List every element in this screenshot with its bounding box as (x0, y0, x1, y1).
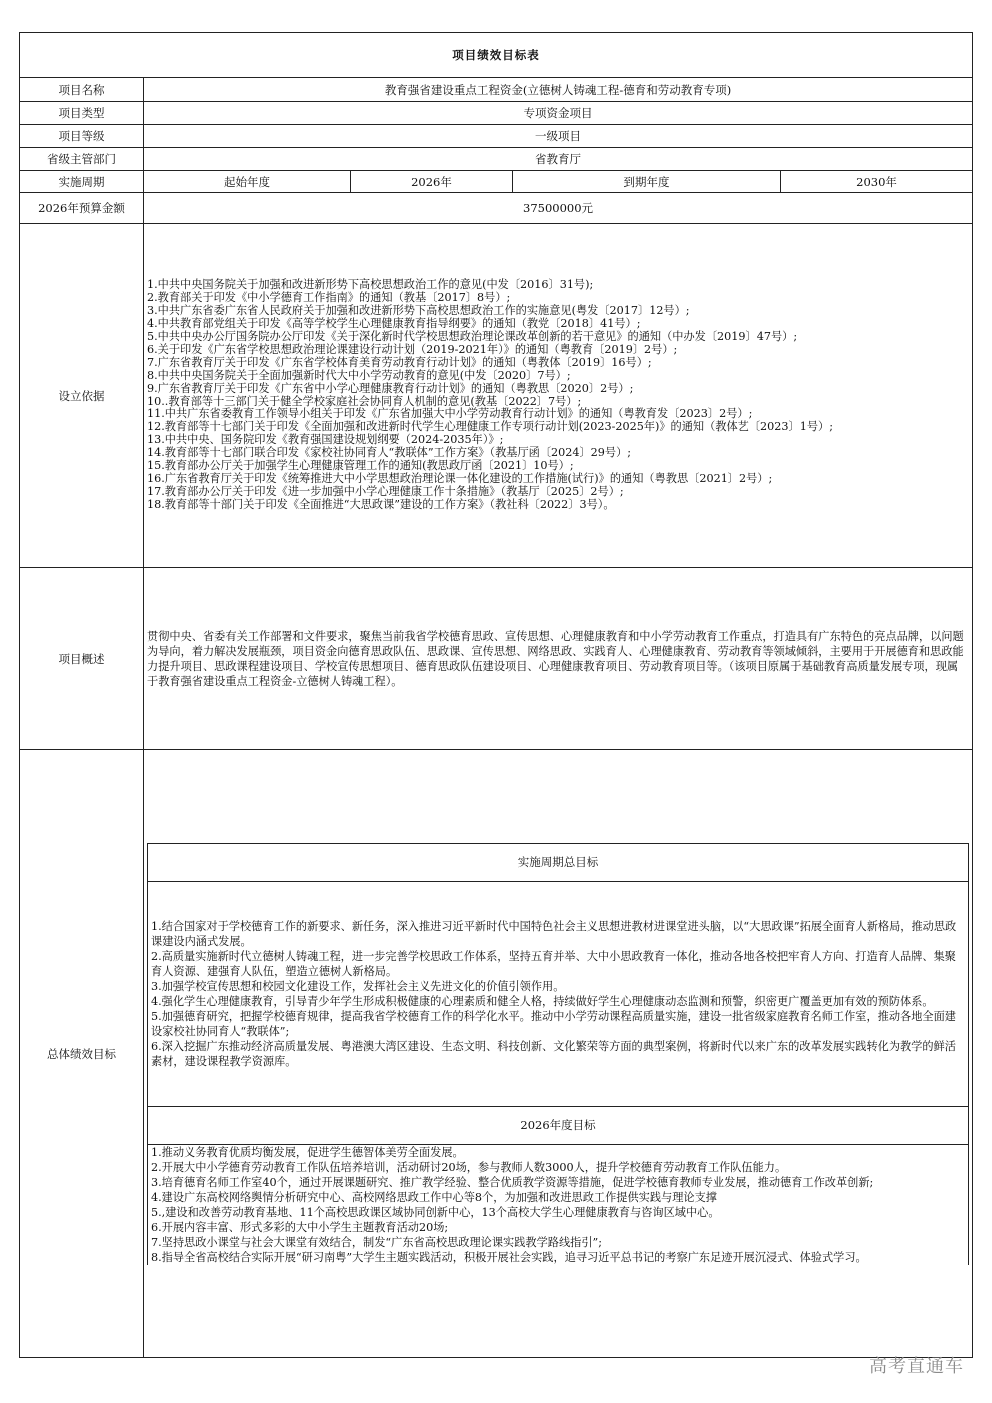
list-item: 8.指导全省高校结合实际开展“研习南粤”大学生主题实践活动，积极开展社会实践，追寻习近平总书记的考察广东足迹开展沉浸式、体验式学习。 (151, 1250, 867, 1264)
list-item: 3.中共广东省委广东省人民政府关于加强和改进新形势下高校思想政治工作的实施意见(粤发〔2017〕12号）; (147, 304, 690, 318)
list-item: 9.广东省教育厅关于印发《广东省中小学心理健康教育行动计划》的通知（粤教思〔2020〕2号）; (147, 381, 634, 395)
list-item: 4.建设广东高校网络舆情分析研究中心、高校网络思政工作中心等8个，为加强和改进思政工作提供实践与理论支撑 (151, 1190, 717, 1204)
performance-target-table (19, 32, 973, 1358)
list-item: 17.教育部办公厅关于印发《进一步加强中小学心理健康工作十条措施》（教基厅〔2025〕2号）; (147, 484, 624, 498)
year-goals-header: 2026年度目标 (148, 1106, 969, 1144)
list-item: 5.中共中央办公厅国务院办公厅印发《关于深化新时代学校思想政治理论课改革创新的若干意见》的通知（中办发〔2019〕47号）; (147, 329, 798, 343)
project-level-value: 一级项目 (144, 125, 973, 148)
list-item: 6.开展内容丰富、形式多彩的大中小学生主题教育活动20场; (151, 1220, 449, 1234)
department-label: 省级主管部门 (20, 148, 144, 171)
period-start-label: 起始年度 (144, 171, 351, 193)
list-item: 2.教育部关于印发《中小学德育工作指南》的通知（教基〔2017〕8号）; (147, 291, 511, 305)
project-type-value: 专项资金项目 (144, 102, 973, 125)
list-item: 15.教育部办公厅关于加强学生心理健康管理工作的通知(教思政厅函〔2021〕10号）; (147, 459, 574, 473)
basis-label: 设立依据 (20, 224, 144, 568)
period-start-value: 2026年 (351, 171, 513, 193)
list-item: 4.中共教育部党组关于印发《高等学校学生心理健康教育指导纲要》的通知（教党〔2018〕41号）; (147, 317, 641, 331)
project-name-value: 教育强省建设重点工程资金(立德树人铸魂工程-德育和劳动教育专项) (144, 78, 973, 102)
list-item: 13.中共中央、国务院印发《教育强国建设规划纲要（2024-2035年）》; (147, 433, 504, 447)
goals-inner-table (147, 843, 969, 1265)
goals-label: 总体绩效目标 (20, 750, 144, 1358)
period-goals-header: 实施周期总目标 (148, 843, 969, 881)
list-item: 7.广东省教育厅关于印发《广东省学校体育美育劳动教育行动计划》的通知（粤教体〔2019〕16号）; (147, 355, 652, 369)
department-value: 省教育厅 (144, 148, 973, 171)
list-item: 4.强化学生心理健康教育，引导青少年学生形成积极健康的心理素质和健全人格，持续做好学生心理健康动态监测和预警，织密更广覆盖更加有效的预防体系。 (151, 994, 934, 1008)
list-item: 2.开展大中小学德育劳动教育工作队伍培养培训，活动研讨20场，参与教师人数3000人，提升学校德育劳动教育工作队伍能力。 (151, 1160, 787, 1174)
period-goals-cell (148, 881, 969, 1106)
watermark-text: 高考直通车 (869, 1356, 964, 1377)
list-item: 5.,建设和改善劳动教育基地、11个高校思政课区域协同创新中心，13个高校大学生心理健康教育与咨询区域中心。 (151, 1205, 720, 1219)
basis-content (144, 224, 973, 568)
project-level-label: 项目等级 (20, 125, 144, 148)
overview-text: 贯彻中央、省委有关工作部署和文件要求，聚焦当前我省学校德育思政、宣传思想、心理健康教育和中小学劳动教育工作重点，打造具有广东特色的亮点品牌，以问题为导向，着力解决发展瓶颈，项目资金向德育思政队伍、思政课、宣传思想、网络思政、实践育人、心理健康教育、劳动教育等领域倾斜，主要用于开展德育和思政能力提升项目、思政课程建设项目、学校宣传思想项目、德育思政队伍建设项目、心理健康教育项目、劳动教育项目等。（该项目原属于基础教育高质量发展专项，现属于教育强省建设重点工程资金-立德树人铸魂工程）。 (147, 629, 964, 688)
list-item: 2.高质量实施新时代立德树人铸魂工程，进一步完善学校思政工作体系，坚持五育并举、大中小思政教育一体化，推动各地各校把牢育人方向、打造育人品牌、集聚育人资源、建强育人队伍，塑造立德树人新格局。 (151, 949, 956, 978)
list-item: 1.中共中央国务院关于加强和改进新形势下高校思想政治工作的意见(中发〔2016〕31号); (147, 278, 594, 292)
list-item: 16.广东省教育厅关于印发《统筹推进大中小学思想政治理论课一体化建设的工作措施(试行)》的通知（粤教思〔2021〕2号）; (147, 471, 773, 485)
list-item: 11.中共广东省委教育工作领导小组关于印发《广东省加强大中小学劳动教育行动计划》的通知（粤教育发〔2023〕2号）; (147, 407, 753, 421)
period-goals-list (151, 919, 965, 1069)
year-goals-cell (148, 1144, 969, 1265)
list-item: 18.教育部等十部门关于印发《全面推进“大思政课”建设的工作方案》（教社科〔2022〕3号）。 (147, 497, 615, 511)
overview-content (144, 568, 973, 750)
project-name-label: 项目名称 (20, 78, 144, 102)
year-goals-list (151, 1145, 965, 1265)
list-item: 7.坚持思政小课堂与社会大课堂有效结合，制发“广东省高校思政理论课实践教学路线指引”; (151, 1235, 603, 1249)
table-title: 项目绩效目标表 (20, 33, 973, 78)
list-item: 1.结合国家对于学校德育工作的新要求、新任务，深入推进习近平新时代中国特色社会主义思想进教材进课堂进头脑，以“大思政课”拓展全面育人新格局，推动思政课建设内涵式发展。 (151, 919, 957, 948)
budget-label: 2026年预算金额 (20, 193, 144, 224)
overview-label: 项目概述 (20, 568, 144, 750)
list-item: 5.加强德育研究，把握学校德育规律，提高我省学校德育工作的科学化水平。推动中小学劳动课程高质量实施，建设一批省级家庭教育名师工作室，推动各地全面建设家校社协同育人“教联体”; (151, 1009, 956, 1038)
list-item: 1.推动义务教育优质均衡发展，促进学生德智体美劳全面发展。 (151, 1145, 464, 1159)
list-item: 3.加强学校宣传思想和校园文化建设工作，发挥社会主义先进文化的价值引领作用。 (151, 979, 565, 993)
list-item: 12.教育部等十七部门关于印发《全面加强和改进新时代学生心理健康工作专项行动计划(2023-2025年)》的通知（教体艺〔2023〕1号）; (147, 420, 833, 434)
basis-list (147, 279, 969, 511)
period-end-label: 到期年度 (513, 171, 781, 193)
budget-value: 37500000元 (144, 193, 973, 224)
period-label: 实施周期 (20, 171, 144, 193)
goals-content (144, 750, 973, 1358)
period-end-value: 2030年 (781, 171, 973, 193)
list-item: 6.深入挖掘广东推动经济高质量发展、粤港澳大湾区建设、生态文明、科技创新、文化繁荣等方面的典型案例，将新时代以来广东的改革发展实践转化为教学的鲜活素材，建设课程教学资源库。 (151, 1039, 956, 1068)
project-type-label: 项目类型 (20, 102, 144, 125)
list-item: 3.培育德育名师工作室40个，通过开展课题研究、推广教学经验、整合优质教学资源等措施，促进学校德育教师专业发展，推动德育工作改革创新; (151, 1175, 874, 1189)
list-item: 8.中共中央国务院关于全面加强新时代大中小学劳动教育的意见(中发〔2020〕7号）; (147, 368, 571, 382)
list-item: 10..教育部等十三部门关于健全学校家庭社会协同育人机制的意见(教基〔2022〕7号）; (147, 394, 582, 408)
list-item: 14.教育部等十七部门联合印发《家校社协同育人“教联体”工作方案》（教基厅函〔2024〕29号）; (147, 446, 632, 460)
list-item: 6.关于印发《广东省学校思想政治理论课建设行动计划（2019-2021年）》的通知（粤教育〔2019〕2号）; (147, 342, 678, 356)
